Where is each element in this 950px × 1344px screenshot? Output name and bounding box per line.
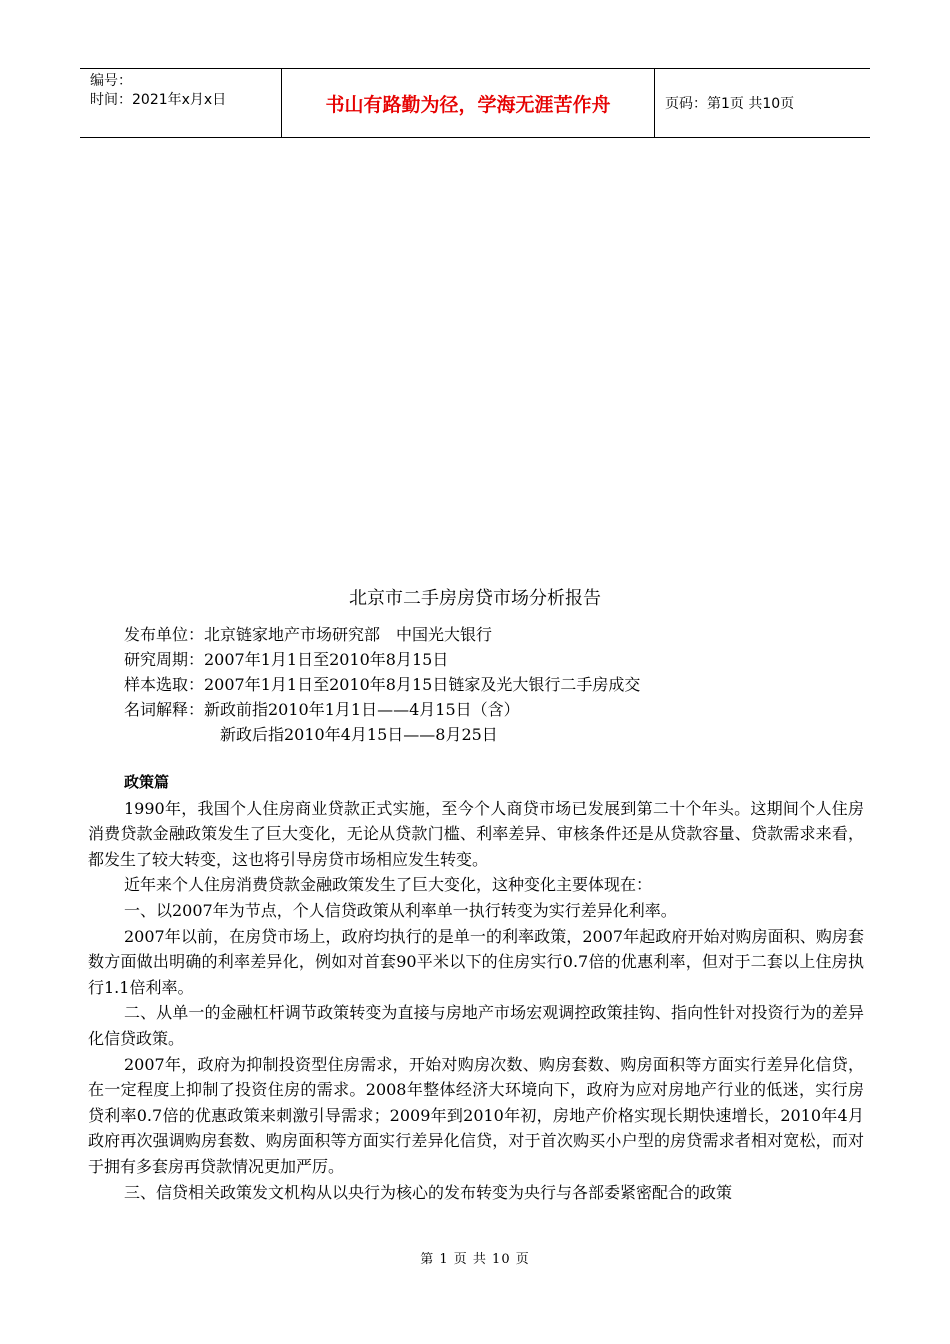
report-body	[88, 770, 864, 1205]
paragraph: 2007年以前，在房贷市场上，政府均执行的是单一的利率政策，2007年起政府开始对购房面积、购房套数方面做出明确的利率差异化，例如对首套90平米以下的住房实行0.7倍的优惠利率，但对于二套以上住房执行1.1倍利率。	[88, 926, 864, 997]
page-footer: 第 1 页 共 10 页	[420, 1252, 530, 1267]
meta-definition-continued: 新政后指2010年4月15日——8月25日	[220, 725, 498, 744]
meta-publisher: 发布单位：北京链家地产市场研究部 中国光大银行	[124, 625, 493, 644]
paragraph: 二、从单一的金融杠杆调节政策转变为直接与房地产市场宏观调控政策挂钩、指向性针对投资行为的差异化信贷政策。	[88, 1003, 864, 1048]
document-number-label: 编号：	[90, 73, 132, 89]
paragraph: 三、信贷相关政策发文机构从以央行为核心的发布转变为央行与各部委紧密配合的政策	[124, 1182, 733, 1202]
report-title: 北京市二手房房贷市场分析报告	[349, 588, 601, 609]
paragraph: 近年来个人住房消费贷款金融政策发生了巨大变化，这种变化主要体现在：	[124, 875, 653, 895]
meta-period: 研究周期：2007年1月1日至2010年8月15日	[124, 650, 449, 669]
meta-definition: 名词解释：新政前指2010年1月1日——4月15日（含）	[124, 700, 520, 719]
meta-sample: 样本选取：2007年1月1日至2010年8月15日链家及光大银行二手房成交	[124, 675, 641, 694]
header-table	[80, 68, 870, 138]
header-info-cell	[80, 69, 282, 137]
report-meta	[124, 622, 640, 747]
section-title: 政策篇	[124, 773, 170, 791]
document-date-label: 时间：2021年x月x日	[90, 92, 227, 108]
header-motto: 书山有路勤为径，学海无涯苦作舟	[282, 69, 655, 137]
paragraph: 一、以2007年为节点，个人信贷政策从利率单一执行转变为实行差异化利率。	[124, 900, 677, 920]
paragraph: 1990年，我国个人住房商业贷款正式实施，至今个人商贷市场已发展到第二十个年头。这期间个人住房消费贷款金融政策发生了巨大变化，无论从贷款门槛、利率差异、审核条件还是从贷款容量、贷款需求来看，都发生了较大转变，这也将引导房贷市场相应发生转变。	[88, 798, 864, 869]
header-page-info: 页码：第1页 共10页	[665, 96, 795, 112]
paragraph: 2007年，政府为抑制投资型住房需求，开始对购房次数、购房套数、购房面积等方面实行差异化信贷，在一定程度上抑制了投资住房的需求。2008年整体经济大环境向下，政府为应对房地产行业的低迷，实行房贷利率0.7倍的优惠政策来刺激引导需求；2009年到2010年初，房地产价格实现长期快速增长，2010年4月政府再次强调购房套数、购房面积等方面实行差异化信贷，对于首次购买小户型的房贷需求者相对宽松，而对于拥有多套房再贷款情况更加严厉。	[88, 1054, 864, 1176]
